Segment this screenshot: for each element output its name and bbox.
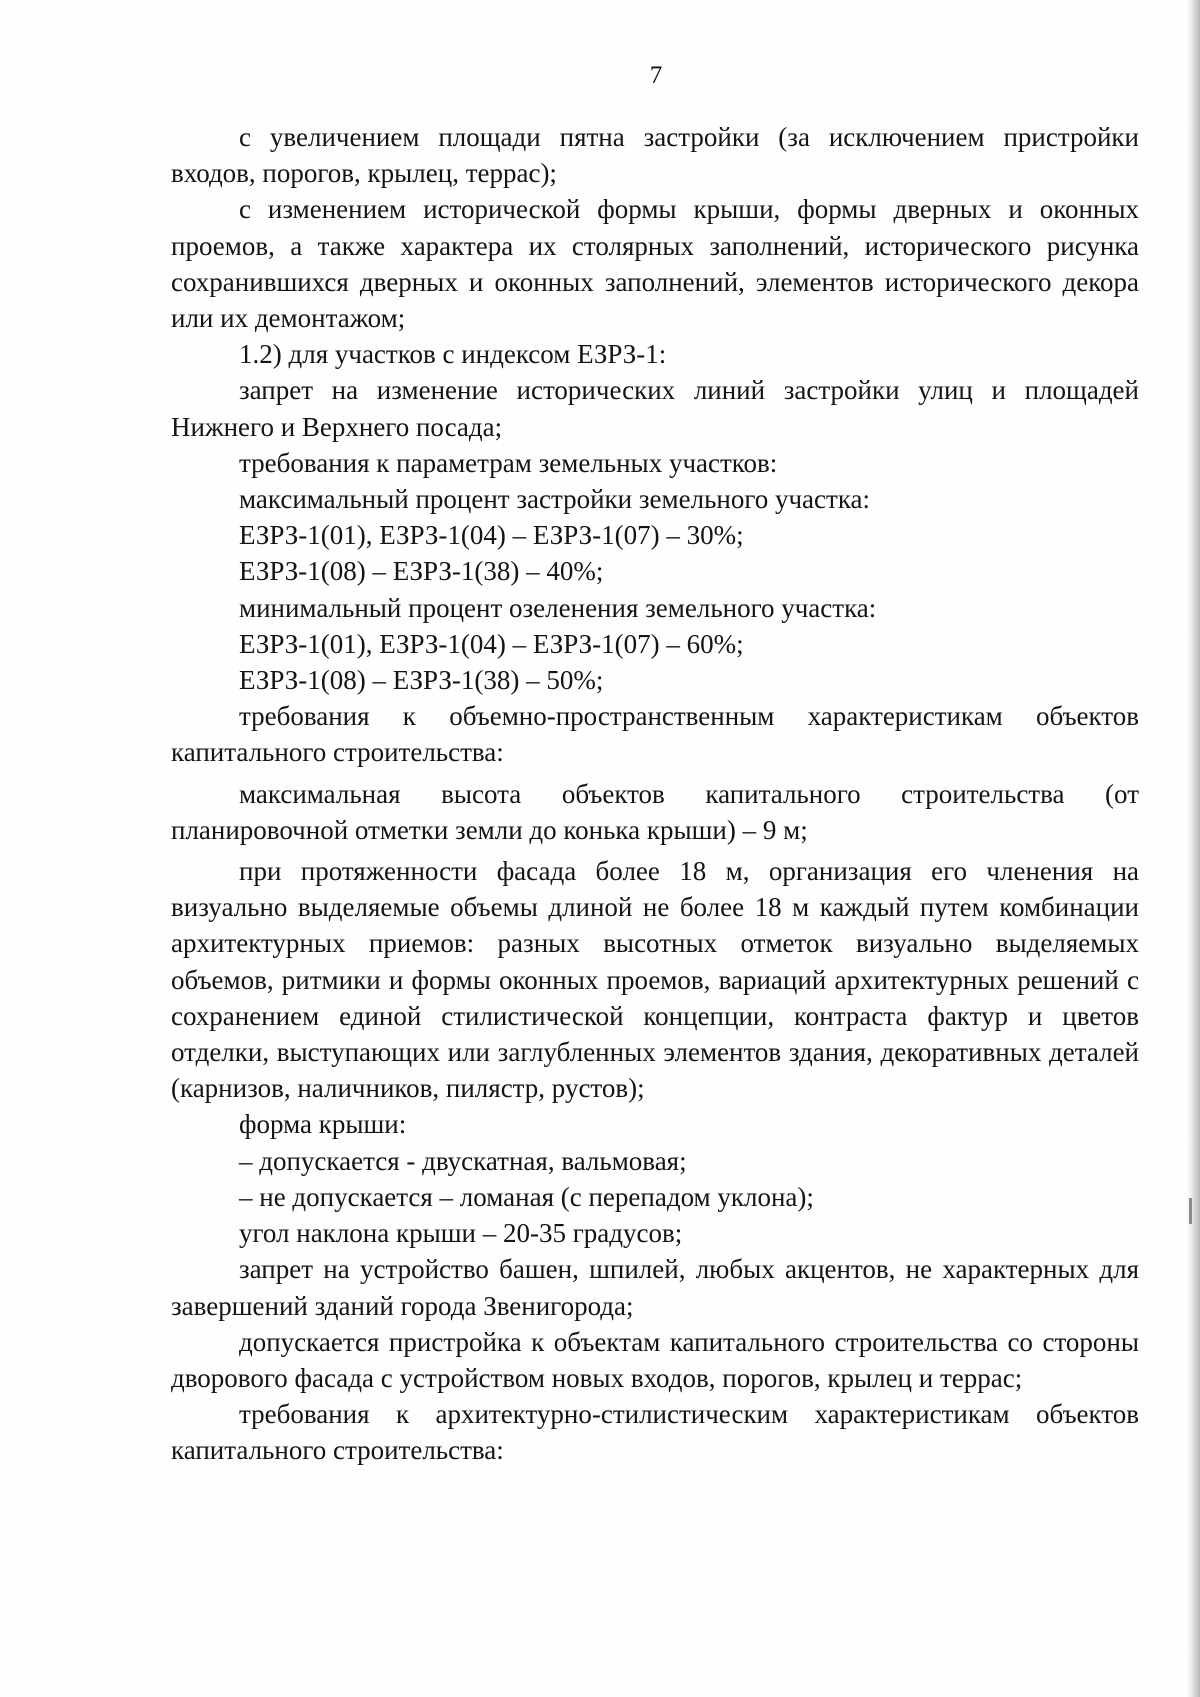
page-number: 7 xyxy=(649,62,663,89)
paragraph-max-coverage: максимальный процент застройки земельного участка: xyxy=(239,484,871,515)
paragraph-greening-value-2: ЕЗРЗ-1(08) – ЕЗРЗ-1(38) – 50%; xyxy=(239,665,604,696)
paragraph-roof-allowed: – допускается - двускатная, вальмовая; xyxy=(239,1145,687,1176)
document-body xyxy=(171,119,1139,1469)
paragraph-roof-angle: угол наклона крыши – 20-35 градусов; xyxy=(239,1218,683,1249)
paragraph-roof-shape-change: с изменением исторической формы крыши, формы дверных и оконных проемов, а также характера их столярных заполнений, исторического рисунка сохранившихся дверных и оконных заполнений, элементов исторического декора или их демонтажом; xyxy=(171,194,1139,334)
paragraph-style-requirements: требования к архитектурно-стилистическим характеристикам объектов капитального строительства: xyxy=(171,1399,1139,1466)
paragraph-max-height: максимальная высота объектов капитального строительства (от планировочной отметки земли до конька крыши) – 9 м; xyxy=(171,778,1139,845)
paragraph-coverage-value-2: ЕЗРЗ-1(08) – ЕЗРЗ-1(38) – 40%; xyxy=(239,556,604,587)
paragraph-extension-allowed: допускается пристройка к объектам капитального строительства со стороны дворового фасада с устройством новых входов, порогов, крылец и террас; xyxy=(171,1326,1139,1393)
paragraph-roof-not-allowed: – не допускается – ломаная (с перепадом уклона); xyxy=(239,1181,814,1212)
paragraph-facade-division: при протяженности фасада более 18 м, организация его членения на визуально выделяемые объемы длиной не более 18 м каждый путем комбинации архитектурных приемов: разных высотных отметок визуально выделяемых объемов, ритмики и формы оконных проемов, вариаций архитектурных решений с сохранением единой стилистической концепции, контраста фактур и цветов отделки, выступающих или заглубленных элементов здания, декоративных деталей (карнизов, наличников, пилястр, рустов); xyxy=(171,856,1139,1104)
scan-edge-mark xyxy=(1189,1198,1192,1224)
paragraph-coverage-value-1: ЕЗРЗ-1(01), ЕЗРЗ-1(04) – ЕЗРЗ-1(07) – 30%; xyxy=(239,520,744,551)
paragraph-building-area: с увеличением площади пятна застройки (за исключением пристройки входов, порогов, крылец, террас); xyxy=(171,122,1139,189)
paragraph-building-lines: запрет на изменение исторических линий застройки улиц и площадей Нижнего и Верхнего посада; xyxy=(171,375,1139,442)
paragraph-volume-requirements: требования к объемно-пространственным характеристикам объектов капитального строительства: xyxy=(171,701,1139,768)
scan-edge-shadow xyxy=(1186,0,1200,1697)
paragraph-roof-form: форма крыши: xyxy=(239,1109,407,1140)
paragraph-min-greening: минимальный процент озеленения земельного участка: xyxy=(239,592,877,623)
paragraph-section-heading: 1.2) для участков с индексом ЕЗРЗ-1: xyxy=(239,339,667,370)
paragraph-towers-ban: запрет на устройство башен, шпилей, любых акцентов, не характерных для завершений зданий города Звенигорода; xyxy=(171,1254,1139,1321)
paragraph-land-parameters: требования к параметрам земельных участков: xyxy=(239,447,778,478)
paragraph-greening-value-1: ЕЗРЗ-1(01), ЕЗРЗ-1(04) – ЕЗРЗ-1(07) – 60%; xyxy=(239,628,744,659)
